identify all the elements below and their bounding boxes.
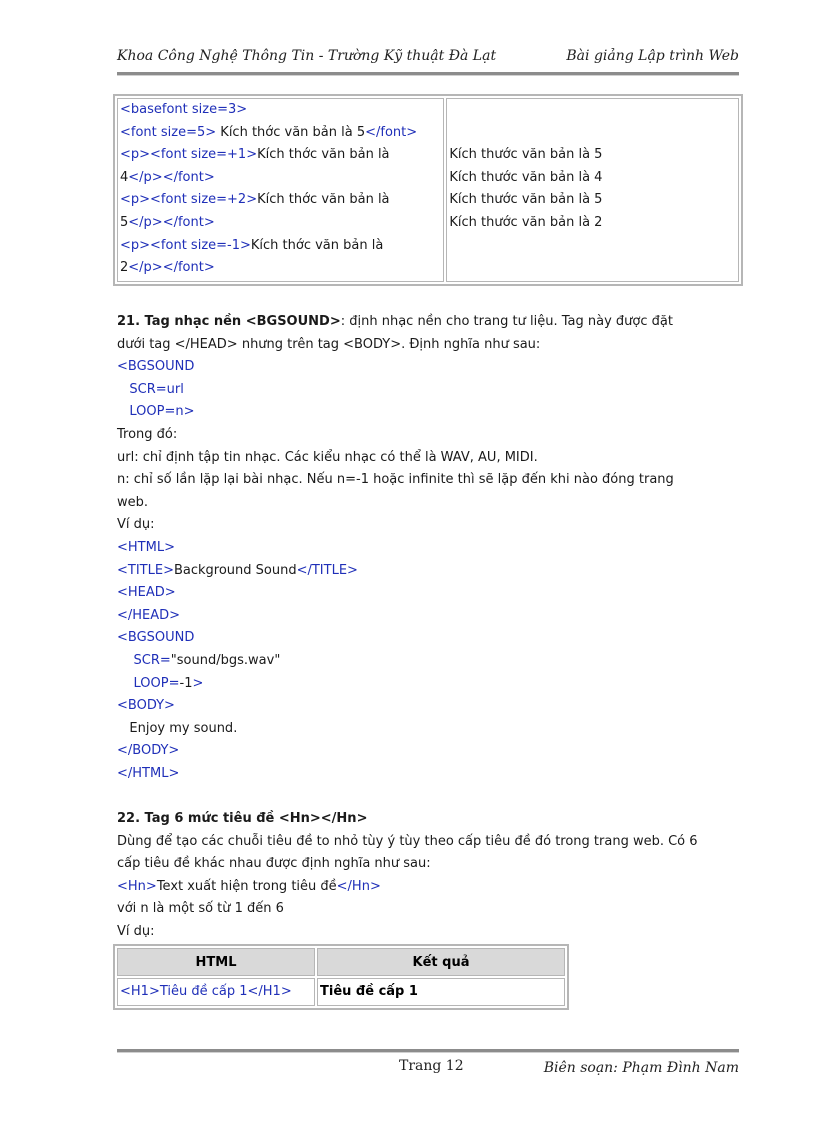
text-line: [117, 673, 739, 696]
body-text: Kích thớc văn bản là 5: [220, 124, 366, 140]
body-text: cấp tiêu đề khác nhau được định nghĩa như sau:: [117, 856, 431, 872]
html-tag-text: SCR=url: [117, 381, 184, 397]
body-text: "sound/bgs.wav": [170, 652, 281, 668]
html-tag-text: </HEAD>: [117, 607, 181, 623]
html-tag-text: <p><font size=-1>: [120, 237, 251, 253]
text-line: [120, 212, 441, 235]
text-line: [117, 831, 739, 854]
text-line: [117, 492, 739, 515]
footer-divider: [117, 1049, 739, 1053]
page-footer: [117, 1054, 739, 1078]
text-line: [117, 605, 739, 628]
text-line: [117, 311, 739, 334]
body-text: 2: [120, 260, 129, 276]
body-text: Dùng để tạo các chuỗi tiêu đề to nhỏ tùy ý tùy theo cấp tiêu đề đó trong trang web. Có 6: [117, 833, 698, 849]
code-cell: [117, 98, 444, 282]
text-line: [117, 627, 739, 650]
result-cell: [446, 98, 739, 282]
text-line: [117, 537, 739, 560]
body-text: web.: [117, 494, 149, 510]
html-tag-text: <p><font size=+2>: [120, 192, 258, 208]
html-tag-text: LOOP=n>: [117, 404, 195, 420]
text-line: [117, 424, 739, 447]
text-line: [120, 99, 441, 122]
heading-result-cell: Tiêu đề cấp 1: [317, 978, 565, 1006]
text-line: [117, 469, 739, 492]
column-header-html: HTML: [117, 948, 315, 976]
body-text: n: chỉ số lần lặp lại bài nhạc. Nếu n=-1 hoặc infinite thì sẽ lặp đến khi nào đóng trang: [117, 472, 674, 488]
html-tag-text: <BODY>: [117, 698, 175, 714]
body-text: với n là một số từ 1 đến 6: [117, 901, 284, 917]
font-code-lines: [120, 99, 441, 280]
header-course-title: Bài giảng Lập trình Web: [566, 48, 739, 64]
body-text: Ví dụ:: [117, 517, 155, 533]
text-line: [117, 560, 739, 583]
text-line: [117, 401, 739, 424]
body-text: -1: [179, 675, 193, 691]
text-line: [117, 740, 739, 763]
text-line: [117, 853, 739, 876]
html-tag-text: <basefont size=3>: [120, 102, 248, 117]
heading-code-cell: <H1>Tiêu đề cấp 1</H1>: [117, 978, 315, 1006]
body-text: Kích thớc văn bản là: [257, 147, 390, 163]
text-line: [117, 379, 739, 402]
html-tag-text: <HTML>: [117, 539, 175, 555]
text-line: [117, 718, 739, 741]
html-tag-text: </p></font>: [128, 214, 215, 230]
html-tag-text: <TITLE>: [117, 562, 174, 578]
section-heading: 21. Tag nhạc nền <BGSOUND>: [117, 314, 341, 329]
column-header-result: Kết quả: [317, 948, 565, 976]
html-tag-text: LOOP=: [117, 675, 180, 691]
text-line: [120, 257, 441, 280]
result-line: Kích thước văn bản là 5: [449, 147, 603, 162]
body-text: 4: [120, 169, 129, 185]
text-line: [117, 808, 739, 831]
html-tag-text: <HEAD>: [117, 585, 176, 601]
body-text: 5: [120, 214, 129, 230]
table-row: [117, 98, 739, 282]
result-line: Kích thước văn bản là 4: [449, 169, 603, 185]
html-tag-text: <Hn>: [117, 878, 157, 894]
result-line: Kích thước văn bản là 2: [449, 214, 603, 230]
text-line: [120, 122, 441, 145]
text-line: [117, 763, 739, 786]
heading-example-table: [113, 944, 569, 1010]
body-text: Trong đó:: [117, 426, 178, 442]
section-22-headings: [117, 808, 739, 944]
html-tag-text: <BGSOUND: [117, 359, 195, 375]
html-tag-text: <p><font size=+1>: [120, 147, 258, 163]
section-heading: 22. Tag 6 mức tiêu đề <Hn></Hn>: [117, 811, 368, 826]
text-line: [120, 167, 441, 190]
font-size-example-table: [113, 94, 743, 286]
text-line: [117, 582, 739, 605]
html-tag-text: <font size=5>: [120, 124, 221, 140]
page-number: Trang 12: [399, 1058, 464, 1074]
html-tag-text: </Hn>: [336, 878, 381, 894]
body-text: Background Sound: [173, 562, 297, 578]
footer-author: Biên soạn: Phạm Đình Nam: [543, 1060, 739, 1076]
text-line: [117, 921, 739, 944]
html-tag-text: </TITLE>: [296, 562, 358, 578]
html-tag-text: </HTML>: [117, 765, 180, 781]
body-text: Text xuất hiện trong tiêu đề: [156, 878, 337, 894]
html-tag-text: >: [192, 675, 204, 691]
text-line: [117, 695, 739, 718]
text-line: [117, 898, 739, 921]
html-tag-text: </p></font>: [128, 260, 215, 276]
text-line: [117, 356, 739, 379]
body-text: dưới tag </HEAD> nhưng trên tag <BODY>. Định nghĩa như sau:: [117, 336, 541, 352]
body-text: Ví dụ:: [117, 923, 155, 939]
body-text: : định nhạc nền cho trang tư liệu. Tag này được đặt: [340, 314, 673, 329]
text-line: [117, 447, 739, 470]
font-result-lines: [449, 144, 736, 234]
text-line: [117, 514, 739, 537]
header-institution: Khoa Công Nghệ Thông Tin - Trường Kỹ thuật Đà Lạt: [117, 48, 497, 64]
html-tag-text: </BODY>: [117, 743, 180, 759]
body-text: Enjoy my sound.: [117, 720, 238, 736]
text-line: [117, 650, 739, 673]
text-line: [120, 189, 441, 212]
table-header-row: [117, 948, 565, 976]
html-tag-text: </font>: [365, 124, 418, 140]
html-tag-text: </p></font>: [128, 169, 215, 185]
header-divider: [117, 72, 739, 76]
section-21-bgsound: [117, 311, 739, 785]
text-line: [117, 876, 739, 899]
text-line: [117, 334, 739, 357]
html-tag-text: <BGSOUND: [117, 630, 195, 646]
html-tag-text: SCR=: [117, 652, 171, 668]
body-text: url: chỉ định tập tin nhạc. Các kiểu nhạc có thể là WAV, AU, MIDI.: [117, 449, 538, 465]
body-text: Kích thớc văn bản là: [250, 237, 384, 253]
text-line: [120, 235, 441, 258]
body-text: Kích thớc văn bản là: [257, 192, 390, 208]
page-header: [117, 46, 739, 68]
text-line: [120, 144, 441, 167]
result-line: Kích thước văn bản là 5: [449, 192, 603, 208]
table-row: [117, 978, 565, 1006]
